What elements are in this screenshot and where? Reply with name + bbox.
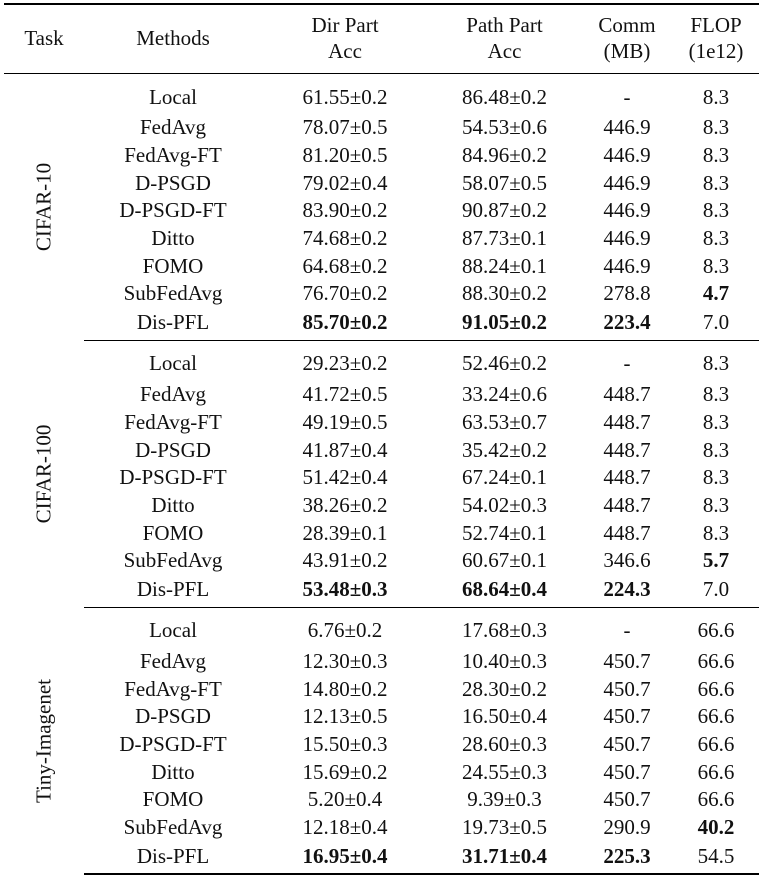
- method-cell: Dis-PFL: [84, 841, 262, 874]
- method-cell: D-PSGD-FT: [119, 465, 227, 490]
- flop-cell: 5.7: [702, 548, 730, 573]
- dir-acc-cell: 12.30±0.3: [302, 648, 388, 673]
- dir-acc-cell: 85.70±0.2: [262, 308, 428, 341]
- dir-acc-cell: 61.55±0.2: [302, 84, 388, 109]
- path-acc-cell: 54.53±0.6: [461, 115, 548, 140]
- dir-acc-cell: 43.91±0.2: [302, 548, 388, 573]
- method-cell: FOMO: [142, 520, 204, 545]
- flop-cell: 8.3: [702, 492, 730, 517]
- flop-cell: 8.3: [702, 520, 730, 545]
- method-cell: FOMO: [142, 253, 204, 278]
- comm-cell: 278.8: [603, 281, 651, 306]
- method-cell: SubFedAvg: [123, 815, 223, 840]
- table-row: [4, 547, 759, 575]
- task-group: [4, 340, 759, 607]
- comm-cell: 225.3: [581, 841, 673, 874]
- path-acc-cell: 28.30±0.2: [461, 676, 548, 701]
- flop-cell: 8.3: [702, 382, 730, 407]
- comm-cell: 448.7: [603, 382, 651, 407]
- method-cell: FedAvg: [139, 648, 207, 673]
- comm-cell: 450.7: [603, 648, 651, 673]
- method-cell: Dis-PFL: [84, 308, 262, 341]
- task-group: [4, 607, 759, 874]
- header-flop: FLOP (1e12): [673, 4, 759, 74]
- comm-cell: 223.4: [581, 308, 673, 341]
- flop-cell: 8.3: [702, 170, 730, 195]
- flop-cell: 7.0: [673, 575, 759, 608]
- dir-acc-cell: 79.02±0.4: [302, 170, 388, 195]
- dir-acc-cell: 53.48±0.3: [262, 575, 428, 608]
- flop-cell: 66.6: [697, 759, 735, 784]
- path-acc-cell: 60.67±0.1: [461, 548, 548, 573]
- method-cell: FedAvg: [139, 382, 207, 407]
- method-cell: D-PSGD-FT: [119, 732, 227, 757]
- table-header: [4, 4, 759, 74]
- path-acc-cell: 17.68±0.3: [461, 618, 548, 643]
- dir-acc-cell: 51.42±0.4: [302, 465, 388, 490]
- results-table: [4, 3, 759, 875]
- flop-cell: 8.3: [702, 226, 730, 251]
- comm-cell: 450.7: [603, 787, 651, 812]
- task-group: [4, 74, 759, 341]
- header-task: Task: [4, 4, 84, 74]
- path-acc-cell: 52.74±0.1: [461, 520, 548, 545]
- method-cell: D-PSGD: [135, 437, 211, 462]
- path-acc-cell: 54.02±0.3: [461, 492, 548, 517]
- dir-acc-cell: 81.20±0.5: [302, 143, 388, 168]
- dir-acc-cell: 41.87±0.4: [302, 437, 388, 462]
- method-cell: Ditto: [151, 492, 195, 517]
- dir-acc-cell: 74.68±0.2: [302, 226, 388, 251]
- table-row: [4, 786, 759, 814]
- method-cell: SubFedAvg: [123, 548, 223, 573]
- dir-acc-cell: 16.95±0.4: [262, 841, 428, 874]
- table-row: [4, 436, 759, 464]
- flop-cell: 8.3: [702, 198, 730, 223]
- method-cell: FedAvg: [139, 115, 207, 140]
- method-cell: D-PSGD: [135, 704, 211, 729]
- method-cell: Local: [149, 618, 197, 643]
- task-label: Tiny-Imagenet: [31, 678, 56, 803]
- path-acc-cell: 28.60±0.3: [461, 732, 548, 757]
- task-label-cell: [4, 607, 84, 874]
- flop-cell: 8.3: [702, 351, 730, 376]
- comm-cell: -: [623, 618, 631, 643]
- method-cell: D-PSGD: [135, 170, 211, 195]
- comm-cell: 448.7: [603, 492, 651, 517]
- table-row: [4, 648, 759, 676]
- flop-cell: 66.6: [697, 676, 735, 701]
- comm-cell: 450.7: [603, 704, 651, 729]
- dir-acc-cell: 29.23±0.2: [302, 351, 388, 376]
- dir-acc-cell: 6.76±0.2: [307, 618, 383, 643]
- flop-cell: 8.3: [702, 437, 730, 462]
- path-acc-cell: 86.48±0.2: [461, 84, 548, 109]
- flop-cell: 40.2: [697, 815, 735, 840]
- dir-acc-cell: 12.13±0.5: [302, 704, 388, 729]
- table-row: [4, 675, 759, 703]
- method-cell: FedAvg-FT: [124, 676, 222, 701]
- flop-cell: 8.3: [702, 409, 730, 434]
- table-row: [4, 142, 759, 170]
- comm-cell: 446.9: [603, 253, 651, 278]
- comm-cell: -: [623, 351, 631, 376]
- path-acc-cell: 16.50±0.4: [461, 704, 548, 729]
- header-methods: Methods: [84, 4, 262, 74]
- flop-cell: 8.3: [702, 465, 730, 490]
- task-label: CIFAR-100: [31, 424, 56, 524]
- method-cell: Local: [149, 351, 197, 376]
- table-row: [4, 252, 759, 280]
- flop-cell: 8.3: [702, 115, 730, 140]
- table-row: [4, 169, 759, 197]
- dir-acc-cell: 78.07±0.5: [302, 115, 388, 140]
- comm-cell: 346.6: [603, 548, 651, 573]
- comm-cell: 450.7: [603, 759, 651, 784]
- comm-cell: -: [623, 84, 631, 109]
- path-acc-cell: 88.30±0.2: [461, 281, 548, 306]
- path-acc-cell: 84.96±0.2: [461, 143, 548, 168]
- method-cell: SubFedAvg: [123, 281, 223, 306]
- path-acc-cell: 63.53±0.7: [461, 409, 548, 434]
- flop-cell: 8.3: [702, 253, 730, 278]
- task-label-cell: [4, 74, 84, 341]
- path-acc-cell: 24.55±0.3: [461, 759, 548, 784]
- path-acc-cell: 90.87±0.2: [461, 198, 548, 223]
- table-row: [4, 74, 759, 115]
- header-path-part-acc: Path Part Acc: [428, 4, 581, 74]
- method-cell: D-PSGD-FT: [119, 198, 227, 223]
- flop-cell: 66.6: [697, 618, 735, 643]
- comm-cell: 446.9: [603, 143, 651, 168]
- table-row: [4, 381, 759, 409]
- table-row: [4, 114, 759, 142]
- path-acc-cell: 68.64±0.4: [428, 575, 581, 608]
- table-row: [4, 731, 759, 759]
- flop-cell: 66.6: [697, 704, 735, 729]
- dir-acc-cell: 83.90±0.2: [302, 198, 388, 223]
- method-cell: FOMO: [142, 787, 204, 812]
- table-row: [4, 814, 759, 842]
- path-acc-cell: 58.07±0.5: [461, 170, 548, 195]
- table-row: [4, 464, 759, 492]
- comm-cell: 448.7: [603, 409, 651, 434]
- dir-acc-cell: 64.68±0.2: [302, 253, 388, 278]
- comm-cell: 448.7: [603, 437, 651, 462]
- dir-acc-cell: 14.80±0.2: [302, 676, 388, 701]
- comm-cell: 450.7: [603, 676, 651, 701]
- comm-cell: 448.7: [603, 520, 651, 545]
- table-row: [4, 492, 759, 520]
- flop-cell: 66.6: [697, 648, 735, 673]
- table-row: [4, 308, 759, 341]
- method-cell: Ditto: [151, 226, 195, 251]
- header-dir-part-acc: Dir Part Acc: [262, 4, 428, 74]
- table-row: [4, 758, 759, 786]
- flop-cell: 8.3: [702, 143, 730, 168]
- dir-acc-cell: 12.18±0.4: [302, 815, 388, 840]
- path-acc-cell: 52.46±0.2: [461, 351, 548, 376]
- path-acc-cell: 31.71±0.4: [428, 841, 581, 874]
- comm-cell: 446.9: [603, 198, 651, 223]
- table-row: [4, 225, 759, 253]
- dir-acc-cell: 76.70±0.2: [302, 281, 388, 306]
- flop-cell: 66.6: [697, 732, 735, 757]
- comm-cell: 446.9: [603, 226, 651, 251]
- path-acc-cell: 19.73±0.5: [461, 815, 548, 840]
- path-acc-cell: 67.24±0.1: [461, 465, 548, 490]
- flop-cell: 54.5: [673, 841, 759, 874]
- comm-cell: 448.7: [603, 465, 651, 490]
- comm-cell: 450.7: [603, 732, 651, 757]
- method-cell: Local: [149, 84, 197, 109]
- table-row: [4, 409, 759, 437]
- dir-acc-cell: 49.19±0.5: [302, 409, 388, 434]
- comm-cell: 224.3: [581, 575, 673, 608]
- method-cell: Ditto: [151, 759, 195, 784]
- dir-acc-cell: 28.39±0.1: [302, 520, 388, 545]
- flop-cell: 7.0: [673, 308, 759, 341]
- table-row: [4, 607, 759, 648]
- method-cell: FedAvg-FT: [124, 409, 222, 434]
- table-row: [4, 703, 759, 731]
- table-row: [4, 519, 759, 547]
- comm-cell: 446.9: [603, 170, 651, 195]
- table-row: [4, 340, 759, 381]
- dir-acc-cell: 5.20±0.4: [307, 787, 383, 812]
- table-row: [4, 280, 759, 308]
- table-row: [4, 575, 759, 608]
- task-label-cell: [4, 340, 84, 607]
- flop-cell: 66.6: [697, 787, 735, 812]
- path-acc-cell: 10.40±0.3: [461, 648, 548, 673]
- task-label: CIFAR-10: [31, 163, 56, 252]
- path-acc-cell: 35.42±0.2: [461, 437, 548, 462]
- comm-cell: 290.9: [603, 815, 651, 840]
- table-row: [4, 841, 759, 874]
- path-acc-cell: 91.05±0.2: [428, 308, 581, 341]
- dir-acc-cell: 15.50±0.3: [302, 732, 388, 757]
- path-acc-cell: 33.24±0.6: [461, 382, 548, 407]
- dir-acc-cell: 41.72±0.5: [302, 382, 388, 407]
- dir-acc-cell: 15.69±0.2: [302, 759, 388, 784]
- path-acc-cell: 87.73±0.1: [461, 226, 548, 251]
- flop-cell: 8.3: [702, 84, 730, 109]
- method-cell: FedAvg-FT: [124, 143, 222, 168]
- path-acc-cell: 88.24±0.1: [461, 253, 548, 278]
- table-row: [4, 197, 759, 225]
- flop-cell: 4.7: [702, 281, 730, 306]
- header-comm: Comm (MB): [581, 4, 673, 74]
- path-acc-cell: 9.39±0.3: [467, 787, 542, 812]
- comm-cell: 446.9: [603, 115, 651, 140]
- dir-acc-cell: 38.26±0.2: [302, 492, 388, 517]
- method-cell: Dis-PFL: [84, 575, 262, 608]
